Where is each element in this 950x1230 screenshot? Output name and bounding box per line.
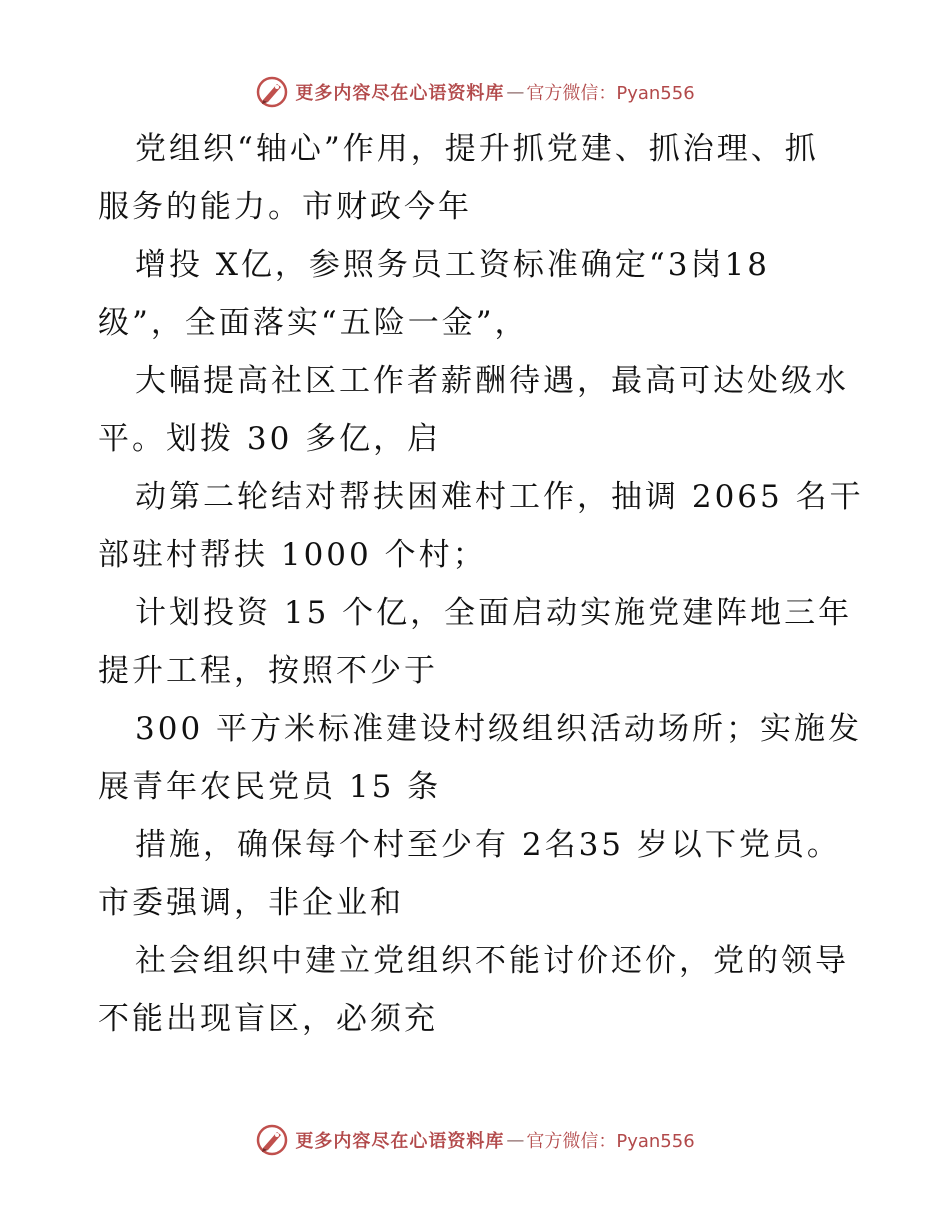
pen-logo-icon — [255, 75, 289, 109]
body-line: 计划投资 15 个亿，全面启动实施党建阵地三年 — [135, 595, 853, 631]
header-dash: — — [506, 81, 525, 103]
body-line: 300 平方米标准建设村级组织活动场所；实施发 — [135, 711, 863, 747]
document-body — [98, 120, 864, 1048]
body-line: 社会组织中建立党组织不能讨价还价，党的领导 — [135, 943, 849, 979]
body-line: 市委强调，非企业和 — [98, 885, 404, 921]
pen-logo-icon — [255, 1123, 289, 1157]
header-banner — [0, 72, 950, 112]
body-line: 措施，确保每个村至少有 2名35 岁以下党员。 — [135, 827, 841, 863]
header-brand-text: 更多内容尽在心语资料库 — [295, 83, 505, 104]
body-line: 平。划拨 30 多亿，启 — [98, 421, 442, 457]
footer-wechat-label: 官方微信：Pyan556 — [526, 1131, 695, 1152]
body-line: 服务的能力。市财政今年 — [98, 189, 472, 225]
body-line: 大幅提高社区工作者薪酬待遇，最高可达处级水 — [135, 363, 849, 399]
body-line: 展青年农民党员 15 条 — [98, 769, 442, 805]
footer-brand-text: 更多内容尽在心语资料库 — [295, 1131, 505, 1152]
body-line: 级”，全面落实“五险一金”， — [98, 305, 529, 341]
footer-dash: — — [506, 1129, 525, 1151]
body-line: 部驻村帮扶 1000 个村； — [98, 537, 487, 573]
body-line: 提升工程，按照不少于 — [98, 653, 438, 689]
footer-banner — [0, 1120, 950, 1160]
body-line: 增投 X亿，参照务员工资标准确定“3岗18 — [135, 247, 770, 283]
body-line: 不能出现盲区，必须充 — [98, 1001, 438, 1037]
body-line: 动第二轮结对帮扶困难村工作，抽调 2065 名干 — [135, 479, 864, 515]
header-wechat-label: 官方微信：Pyan556 — [526, 83, 695, 104]
body-line: 党组织“轴心”作用，提升抓党建、抓治理、抓 — [135, 131, 819, 167]
